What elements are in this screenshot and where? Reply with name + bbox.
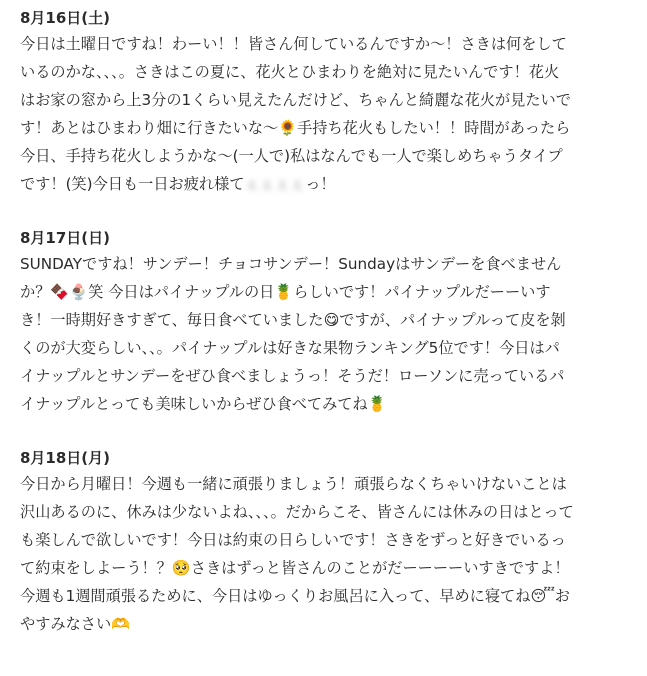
entry-line: き！一時期好きすぎて、毎日食べていました😋ですが、パイナップルって皮を剝 <box>20 311 566 329</box>
entry-line: やすみなさい🫶 <box>20 615 131 633</box>
diary-entry-aug18 <box>20 446 642 638</box>
entry-line: イナップルとサンデーをぜひ食べましょうっ！そうだ！ローソンに売っているパ <box>20 367 565 385</box>
entry-line: イナップルとっても美味しいからぜひ食べてみてね🍍 <box>20 395 387 413</box>
entry-line: す！あとはひまわり畑に行きたいな〜🌻手持ち花火もしたい！！時間があったら <box>20 119 571 137</box>
entry-line: か？🍫🍨笑 今日はパイナップルの日🍍らしいです！パイナップルだーーいす <box>20 283 551 301</box>
entry-line: 今日から月曜日！今週も一緒に頑張りましょう！頑張らなくちゃいけないことは <box>20 475 567 493</box>
entry-line: くのが大変らしい、、。パイナップルは好きな果物ランキング5位です！今日はパ <box>20 339 560 357</box>
entry-line: 今日、手持ち花火しようかな〜(一人で)私はなんでも一人で楽しめちゃうタイプ <box>20 147 563 165</box>
entry-line: て約束をしよーう！？🥺さきはずっと皆さんのことがだーーーーいすきですよ！ <box>20 559 570 577</box>
entry-line: 沢山あるのに、休みは少ないよね、、、。だからこそ、皆さんには休みの日はとって <box>20 503 574 521</box>
entry-date: 8月16日(土) <box>20 9 111 27</box>
entry-date: 8月17日(日) <box>20 229 111 247</box>
blog-content <box>20 6 642 638</box>
entry-line: いるのかな、、、。さきはこの夏に、花火とひまわりを絶対に見たいんです！花火 <box>20 63 560 81</box>
diary-entry-aug17 <box>20 226 642 418</box>
entry-line: 今日は土曜日ですね！わーい！！皆さん何しているんですか〜！さきは何をして <box>20 35 567 53</box>
entry-line: SUNDAYですね！サンデー！チョコサンデー！Sundayはサンデーを食べません <box>20 255 562 273</box>
entry-line: も楽しんで欲しいです！今日は約束の日らしいです！さきをずっと好きでいるっ <box>20 531 566 549</box>
entry-line: 今週も1週間頑張るために、今日はゆっくりお風呂に入って、早めに寝てね😴お <box>20 587 570 605</box>
entry-date: 8月18日(月) <box>20 449 111 467</box>
blurred-text: ぇぇぇぇ <box>244 175 306 193</box>
entry-line: はお家の窓から上3分の1くらい見えたんだけど、ちゃんと綺麗な花火が見たいで <box>20 91 571 109</box>
entry-line-text: っ！ <box>305 175 336 193</box>
diary-entry-aug16 <box>20 6 642 198</box>
entry-line <box>20 170 642 198</box>
entry-line-text: です！(笑)今日も一日お疲れ様て <box>20 175 245 193</box>
